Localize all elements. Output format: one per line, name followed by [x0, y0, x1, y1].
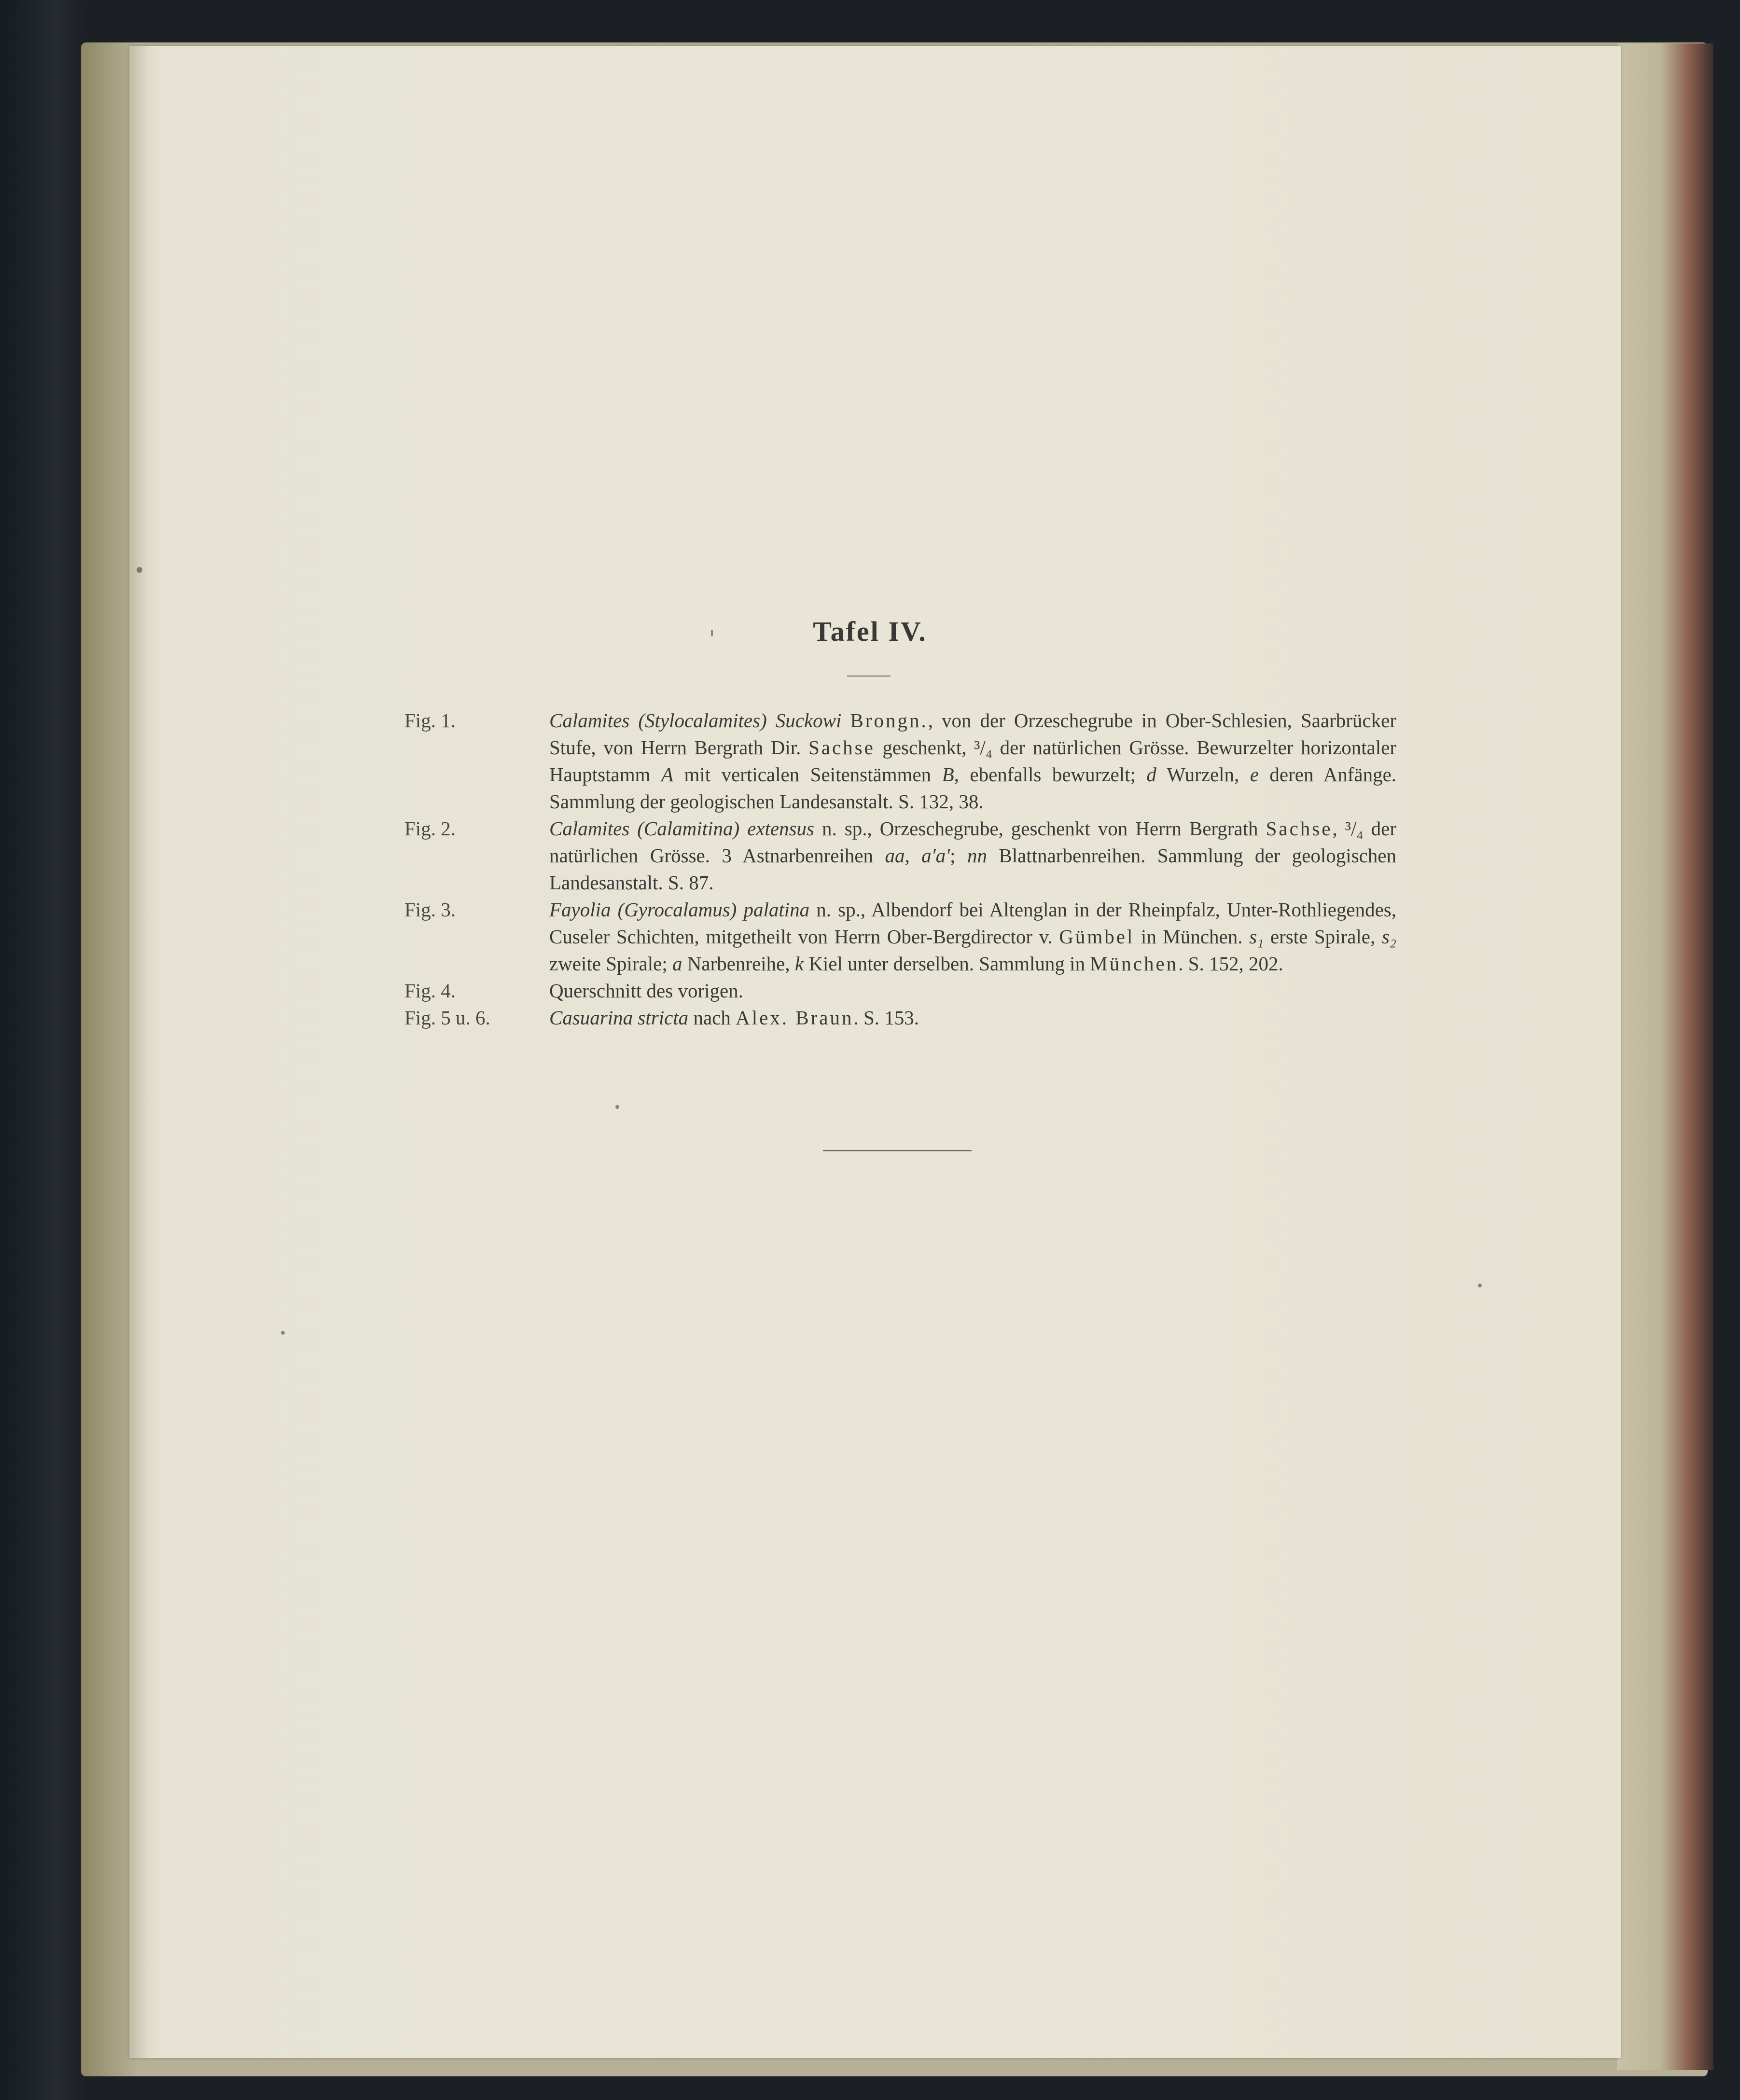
figure-label: Fig. 3. — [404, 898, 456, 921]
author-name: Brongn. — [850, 709, 928, 732]
figure-entry — [404, 977, 1396, 1004]
page — [129, 46, 1621, 2058]
figure-caption: Querschnitt des vorigen. — [549, 980, 743, 1002]
speck — [281, 1331, 285, 1335]
taxon-name: Casuarina stricta — [549, 1007, 689, 1029]
plate-title: Tafel IV. — [813, 616, 927, 647]
figure-caption: Calamites (Calamitina) extensus n. sp., Orzeschegrube, geschenkt von Herrn Bergrath Sachse, ³/₄ der natürlichen Grösse. 3 Astnarbenreihen aa, a′a′; nn Blattnarbenreihen. Sammlung der geologischen Landesanstalt. S. 87. — [549, 817, 1396, 894]
donor-name: Sachse — [808, 736, 875, 759]
speck — [1478, 1284, 1482, 1287]
taxon-name: Calamites (Calamitina) extensus — [549, 817, 814, 840]
taxon-name: Fayolia (Gyrocalamus) palatina — [549, 898, 810, 921]
person-name: Alex. Braun — [736, 1007, 854, 1029]
figure-caption: Casuarina stricta nach Alex. Braun. S. 153. — [549, 1007, 919, 1029]
donor-name: Gümbel — [1059, 926, 1135, 948]
book-board-edge — [1617, 43, 1713, 2070]
figure-caption: Calamites (Stylocalamites) Suckowi Brongn., von der Orzeschegrube in Ober-Schlesien, Saarbrücker Stufe, von Herrn Bergrath Dir. Sachse geschenkt, ³/₄ der natürlichen Grösse. Bewurzelter horizontaler Hauptstamm A mit verticalen Seitenstämmen B, ebenfalls bewurzelt; d Wurzeln, e deren Anfänge. Sammlung der geologischen Landesanstalt. S. 132, 38. — [549, 709, 1397, 813]
figure-label: Fig. 1. — [404, 709, 456, 732]
closing-rule — [823, 1150, 972, 1151]
figure-label: Fig. 4. — [404, 980, 456, 1002]
figure-entry — [404, 1004, 1396, 1031]
donor-name: Sachse — [1266, 817, 1333, 840]
speck — [137, 567, 142, 573]
figure-entry — [404, 896, 1396, 977]
figure-captions — [404, 707, 1396, 1031]
speck — [615, 1105, 619, 1109]
speck — [711, 630, 713, 636]
place-name: München — [1090, 953, 1179, 975]
figure-entry — [404, 815, 1396, 896]
figure-label: Fig. 2. — [404, 817, 456, 840]
taxon-name: Calamites (Stylocalamites) Suckowi — [549, 709, 842, 732]
title-rule — [847, 676, 891, 677]
page-gutter-shadow — [129, 46, 149, 2058]
figure-entry — [404, 707, 1396, 815]
figure-label: Fig. 5 u. 6. — [404, 1007, 490, 1029]
figure-caption: Fayolia (Gyrocalamus) palatina n. sp., Albendorf bei Altenglan in der Rheinpfalz, Unter-Rothliegendes, Cuseler Schichten, mitgetheilt von Herrn Ober-Bergdirector v. Gümbel in München. s₁ erste Spirale, s₂ zweite Spirale; a Narbenreihe, k Kiel unter derselben. Sammlung in München. S. 152, 202. — [549, 898, 1397, 975]
